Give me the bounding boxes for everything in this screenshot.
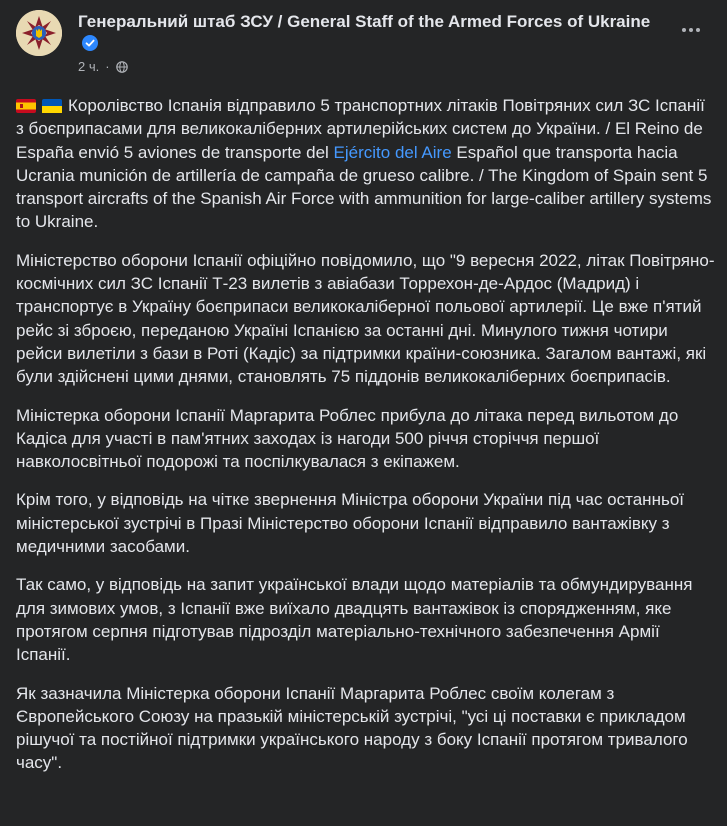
more-options-icon [682, 28, 686, 32]
ukraine-flag-icon [42, 99, 62, 113]
post-paragraph-2: Міністерство оборони Іспанії офіційно повідомило, що "9 вересня 2022, літак Повітряно-космічних сил ЗС Іспанії Т-23 вилетів з авіабази Торрехон-де-Ардос (Мадрид) і транспортує в Україну боєприпаси великокаліберної польової артилерії. Це вже п'ятий рейс зі зброєю, переданою Україні Іспанією за останні дні. Минулого тижня чотири рейси вилетіли з бази в Роті (Кадіс) за підтримки країни-союзника. Загалом вантажі, які були здійснені цими днями, становлять 75 піддонів великокаліберних боєприпасів. [16, 250, 715, 387]
post-paragraph-5: Так само, у відповідь на запит української влади щодо матеріалів та обмундирування для зимових умов, з Іспанії вже виїхало двадцять вантажівок із спорядженням, яке протягом серпня підготував підрозділ матеріально-технічного забезпечення Армії Іспанії. [16, 575, 693, 665]
post-header [16, 10, 711, 90]
meta-separator: · [105, 59, 110, 74]
verified-badge-icon [82, 35, 98, 51]
globe-icon[interactable] [116, 61, 128, 73]
paragraph-1-text-b: Español que transporta hacia Ucrania munición de artillería de campaña de grueso calibre. / The Kingdom of Spain sent 5 transport aircrafts of the Spanish Air Force with ammunition for large-caliber artillery systems to Ukraine. [16, 142, 712, 232]
post-text [16, 94, 716, 790]
spain-flag-icon [16, 99, 36, 113]
hashtag-link[interactable]: Ejército del Aire [333, 142, 452, 162]
author-block [78, 11, 668, 75]
post-paragraph-3: Міністерка оборони Іспанії Маргарита Роблес прибула до літака перед вильотом до Кадіса для участі в пам'ятних заходах із нагоди 500 річчя сторіччя першої навколосвітньої подорожі та поспілкувалася з екіпажем. [16, 405, 679, 472]
more-options-icon [696, 28, 700, 32]
author-name[interactable]: Генеральний штаб ЗСУ / General Staff of the Armed Forces of Ukraine [78, 12, 651, 31]
timestamp-link[interactable]: 2 ч. [78, 59, 100, 74]
avatar[interactable] [16, 10, 62, 56]
more-options-icon [689, 28, 693, 32]
more-options-button[interactable] [673, 20, 709, 40]
post-meta [78, 59, 668, 75]
author-name-link[interactable] [78, 11, 668, 55]
post-paragraph-6: Як зазначила Міністерка оборони Іспанії Маргарита Роблес своїм колегам з Європейського Союзу на празькій міністерській зустрічі, "усі ці поставки є прикладом рішучої та постійної підтримки українського народу з боку Іспанії протягом тривалого часу". [16, 683, 688, 773]
general-staff-emblem-icon [16, 10, 62, 56]
paragraph-1-text-a: Королівство Іспанія відправило 5 транспортних літаків Повітряних сил ЗС Іспанії з боєприпасами для великокаліберних артилерійських систем до України. / El Reino de España envió 5 aviones de transporte del [16, 96, 705, 162]
post-paragraph-4: Крім того, у відповідь на чітке звернення Міністра оборони України під час останньої міністерської зустрічі в Празі Міністерство оборони Іспанії відправило вантажівку з медичними засобами. [16, 490, 684, 557]
post-paragraph-1 [16, 94, 716, 234]
